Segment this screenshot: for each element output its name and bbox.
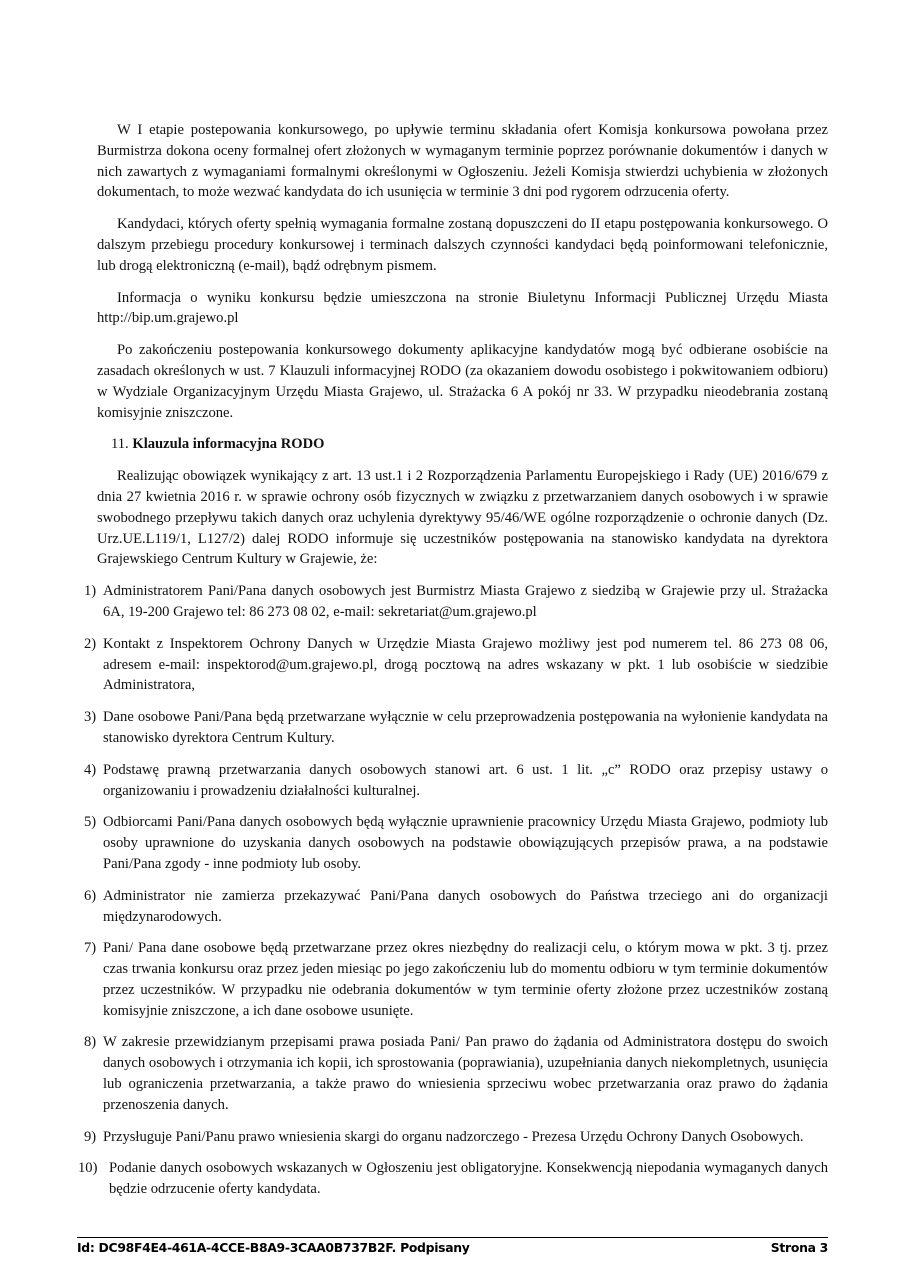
paragraph-stage-one: W I etapie postepowania konkursowego, po upływie terminu składania ofert Komisja konkursowa powołana przez Burmistrza dokona oceny formalnej ofert złożonych w wymaganym terminie poprzez porównanie dokumentów i danych w nich zawartych z wymaganiami formalnymi określonymi w Ogłoszeniu. Jeżeli Komisja stwierdzi uchybienia w złożonych dokumentach, to może wezwać kandydata do ich usunięcia w terminie 3 dni pod rygorem odrzucenia oferty.: [97, 122, 828, 201]
document-id: Id: DC98F4E4-461A-4CCE-B8A9-3CAA0B737B2F. Podpisany: [77, 1240, 470, 1255]
list-item: [84, 581, 828, 623]
list-marker: 2): [84, 635, 97, 652]
paragraph-documents-return: Po zakończeniu postepowania konkursowego dokumenty aplikacyjne kandydatów mogą być odbierane osobiście na zasadach określonych w ust. 7 Klauzuli informacyjnej RODO (za okazaniem dowodu osobistego i pokwitowaniem odbioru) w Wydziale Organizacyjnym Urzędu Miasta Grajewo, ul. Strażacka 6 A pokój nr 33. W przypadku nieodebrania zostaną komisyjnie zniszczone.: [97, 342, 828, 421]
list-item-text: Dane osobowe Pani/Pana będą przetwarzane wyłącznie w celu przeprowadzenia postępowania na wyłonienie kandydata na stanowisko dyrektora Centrum Kultury.: [103, 709, 828, 746]
list-item-text: Administratorem Pani/Pana danych osobowych jest Burmistrz Miasta Grajewo z siedzibą w Grajewie przy ul. Strażacka 6A, 19-200 Grajewo tel: 86 273 08 02, e-mail: sekretariat@um.grajewo.pl: [103, 583, 828, 620]
list-item: [84, 1032, 828, 1115]
list-item-text: Przysługuje Pani/Panu prawo wniesienia skargi do organu nadzorczego - Prezesa Urzędu Ochrony Danych Osobowych.: [103, 1128, 804, 1145]
list-item: [84, 1127, 828, 1148]
paragraph-results-info: Informacja o wyniku konkursu będzie umieszczona na stronie Biuletynu Informacji Publicznej Urzędu Miasta http://bip.um.grajewo.pl: [97, 289, 828, 327]
list-item: [84, 707, 828, 749]
paragraph-stage-two: Kandydaci, których oferty spełnią wymagania formalne zostaną dopuszczeni do II etapu postępowania konkursowego. O dalszym przebiegu procedury konkursowej i terminach dalszych czynności kandydaci będą poinformowani telefonicznie, lub drogą elektroniczną (e-mail), bądź odrębnym pismem.: [97, 216, 828, 274]
list-item: [84, 886, 828, 928]
list-item-text: Podanie danych osobowych wskazanych w Ogłoszeniu jest obligatoryjne. Konsekwencją niepodania wymaganych danych będzie odrzucenie oferty kandydata.: [109, 1160, 828, 1198]
list-item: [78, 1158, 828, 1200]
section-heading: [97, 434, 828, 455]
list-item-text: Podstawę prawną przetwarzania danych osobowych stanowi art. 6 ust. 1 lit. „c” RODO oraz przepisy ustawy o organizowaniu i prowadzeniu działalności kulturalnej.: [103, 761, 828, 799]
list-item-text: Odbiorcami Pani/Pana danych osobowych będą wyłącznie uprawnienie pracownicy Urzędu Miasta Grajewo, podmioty lub osoby uprawnione do uzyskania danych osobowych na podstawie obowiązujących przepisów prawa, a na podstawie Pani/Pana zgody - inne podmioty lub osoby.: [103, 814, 828, 872]
list-marker: 3): [84, 709, 97, 726]
rodo-clause-list: [78, 581, 828, 1200]
section-number: 11.: [111, 436, 129, 453]
document-body: [78, 120, 828, 1211]
list-item-text: Administrator nie zamierza przekazywać Pani/Pana danych osobowych do Państwa trzeciego ani do organizacji międzynarodowych.: [103, 887, 828, 925]
list-marker: 4): [84, 761, 97, 778]
page-number: Strona 3: [770, 1240, 828, 1255]
paragraph-rodo-intro: Realizując obowiązek wynikający z art. 13 ust.1 i 2 Rozporządzenia Parlamentu Europejskiego i Rady (UE) 2016/679 z dnia 27 kwietnia 2016 r. w sprawie ochrony osób fizycznych w związku z przetwarzaniem danych osobowych i w sprawie swobodnego przepływu takich danych oraz uchylenia dyrektywy 95/46/WE ogólne rozporządzenie o ochronie danych (Dz. Urz.UE.L119/1, L127/2) dalej RODO informuje się uczestników postępowania na stanowisko kandydata na dyrektora Grajewskiego Centrum Kultury w Grajewie, że:: [97, 468, 828, 568]
section-title: Klauzula informacyjna RODO: [132, 436, 325, 453]
list-marker: 6): [84, 887, 97, 904]
list-item: [84, 634, 828, 696]
list-marker: 9): [84, 1128, 97, 1145]
list-item: [84, 760, 828, 802]
list-item-text: Pani/ Pana dane osobowe będą przetwarzane przez okres niezbędny do realizacji celu, o którym mowa w pkt. 3 tj. przez czas trwania konkursu oraz przez jeden miesiąc po jego zakończeniu lub do momentu odbioru w tym terminie dokumentów przez uczestników. W przypadku nie odebrania dokumentów w tym terminie oferty złożone przez uczestników zostaną komisyjnie zniszczone, a ich dane osobowe usunięte.: [103, 940, 828, 1019]
page-footer: [77, 1237, 828, 1255]
list-item-text: Kontakt z Inspektorem Ochrony Danych w Urzędzie Miasta Grajewo możliwy jest pod numerem tel. 86 273 08 06, adresem e-mail: inspektorod@um.grajewo.pl, drogą pocztową na adres wskazany w pkt. 1 lub osobiście w siedzibie Administratora,: [103, 635, 828, 694]
list-marker: 7): [84, 940, 97, 957]
list-marker: 10): [78, 1160, 98, 1177]
list-marker: 1): [84, 583, 97, 600]
list-item-text: W zakresie przewidzianym przepisami prawa posiada Pani/ Pan prawo do żądania od Administratora dostępu do swoich danych osobowych i otrzymania ich kopii, ich sprostowania (poprawiania), uzupełniania danych niekompletnych, usunięcia lub ograniczenia przetwarzania, a także prawo do wniesienia sprzeciwu wobec przetwarzania oraz prawo do żądania przenoszenia danych.: [103, 1034, 828, 1113]
list-marker: 5): [84, 814, 97, 831]
list-marker: 8): [84, 1034, 97, 1051]
list-item: [84, 938, 828, 1021]
list-item: [84, 812, 828, 874]
